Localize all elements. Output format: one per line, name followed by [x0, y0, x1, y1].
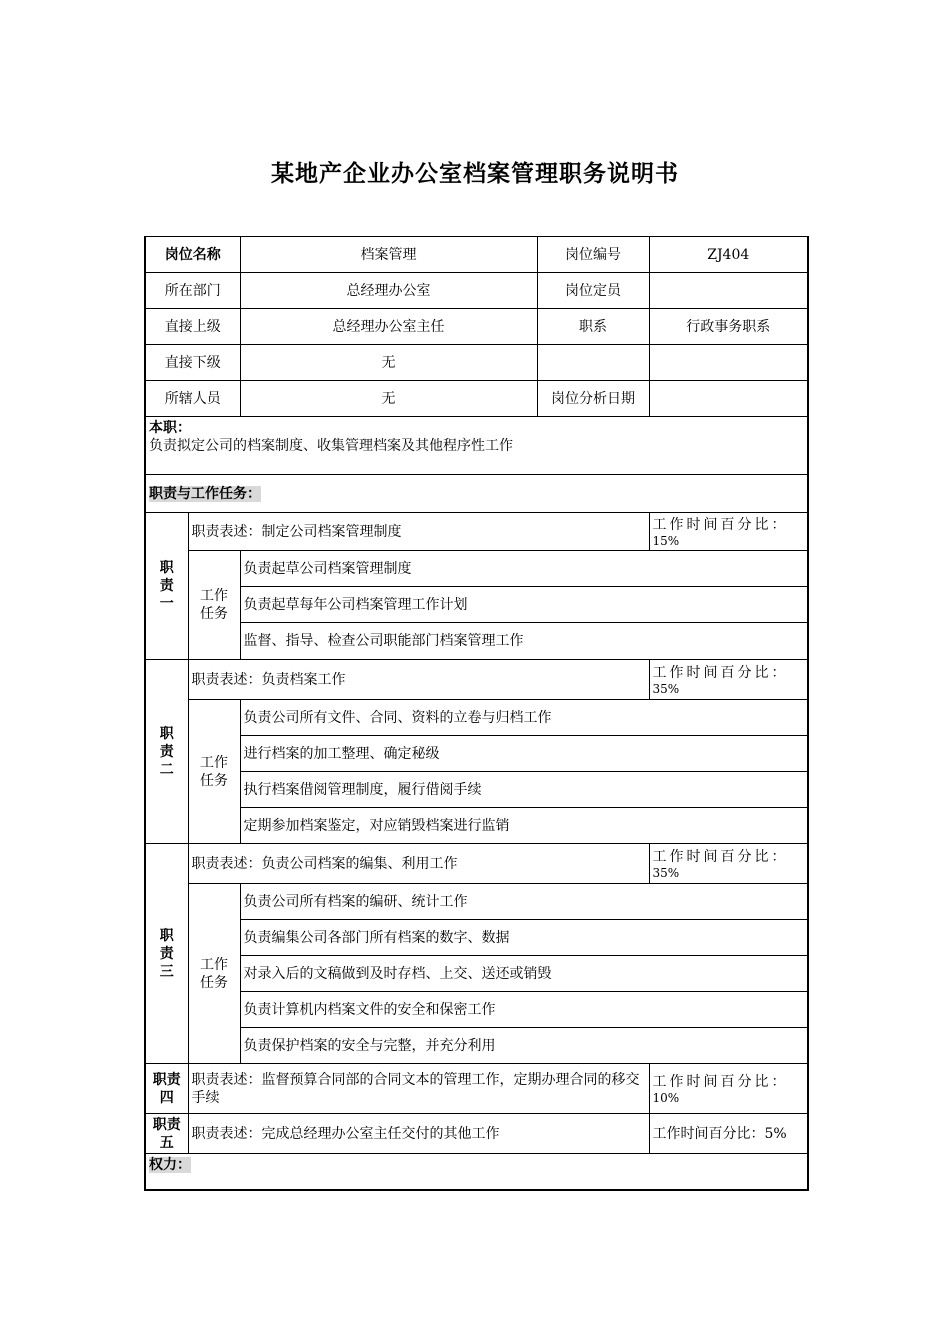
position-code-value: ZJ404 [649, 237, 808, 273]
duty-2-task-row [145, 736, 808, 772]
duty-1-tasks-label: 工作任务 [188, 551, 240, 660]
duty-4-label: 职责四 [145, 1064, 188, 1114]
duty-2-task-3: 执行档案借阅管理制度，履行借阅手续 [240, 772, 808, 808]
power-label: 权力： [149, 1157, 191, 1173]
analysis-date-label: 岗位分析日期 [537, 381, 649, 417]
duty-2-task-row [145, 700, 808, 736]
duty-3-task-row [145, 992, 808, 1028]
duty-1-desc-row [145, 513, 808, 551]
header-row-3 [145, 309, 808, 345]
duty-1-desc: 职责表述：制定公司档案管理制度 [188, 513, 649, 551]
duty-3-pct: 工作时间百分比： 35% [649, 844, 808, 884]
duty-1-task-1: 负责起草公司档案管理制度 [240, 551, 808, 587]
duty-5-desc: 职责表述：完成总经理办公室主任交付的其他工作 [188, 1114, 649, 1154]
duty-3-task-3: 对录入后的文稿做到及时存档、上交、送还或销毁 [240, 956, 808, 992]
duty-2-task-row [145, 808, 808, 844]
duty-3-label: 职责三 [145, 844, 188, 1064]
duty-2-task-4: 定期参加档案鉴定，对应销毁档案进行监销 [240, 808, 808, 844]
duty-2-task-2: 进行档案的加工整理、确定秘级 [240, 736, 808, 772]
headcount-label: 岗位定员 [537, 273, 649, 309]
duty-3-task-row [145, 1028, 808, 1064]
position-code-label: 岗位编号 [537, 237, 649, 273]
duty-3-task-row [145, 956, 808, 992]
duty-1-task-row [145, 587, 808, 623]
duty-3-task-row [145, 884, 808, 920]
duty-2-desc: 职责表述：负责档案工作 [188, 660, 649, 700]
duty-2-label: 职责二 [145, 660, 188, 844]
duty-2-task-1: 负责公司所有文件、合同、资料的立卷与归档工作 [240, 700, 808, 736]
duty-2-desc-row [145, 660, 808, 700]
duty-1-task-row [145, 551, 808, 587]
duty-4-desc: 职责表述：监督预算合同部的合同文本的管理工作，定期办理合同的移交手续 [188, 1064, 649, 1114]
headcount-value [649, 273, 808, 309]
department-value: 总经理办公室 [240, 273, 537, 309]
empty-label [537, 345, 649, 381]
duty-2-pct: 工作时间百分比： 35% [649, 660, 808, 700]
duties-section-label: 职责与工作任务： [149, 485, 261, 502]
duty-1-pct: 工作时间百分比： 15% [649, 513, 808, 551]
header-row-1 [145, 237, 808, 273]
position-name-value: 档案管理 [240, 237, 537, 273]
duty-1-task-3: 监督、指导、检查公司职能部门档案管理工作 [240, 623, 808, 660]
basic-duty-label: 本职： [149, 420, 191, 436]
duty-5-label: 职责五 [145, 1114, 188, 1154]
duty-3-task-4: 负责计算机内档案文件的安全和保密工作 [240, 992, 808, 1028]
header-row-2 [145, 273, 808, 309]
duty-1-task-row [145, 623, 808, 660]
duty-3-tasks-label: 工作任务 [188, 884, 240, 1064]
staff-value: 无 [240, 381, 537, 417]
duty-3-task-2: 负责编集公司各部门所有档案的数字、数据 [240, 920, 808, 956]
duty-3-task-5: 负责保护档案的安全与完整，并充分利用 [240, 1028, 808, 1064]
job-description-table [144, 236, 809, 1191]
position-name-label: 岗位名称 [145, 237, 240, 273]
duty-1-task-2: 负责起草每年公司档案管理工作计划 [240, 587, 808, 623]
duty-1-label: 职责一 [145, 513, 188, 660]
analysis-date-value [649, 381, 808, 417]
subordinate-label: 直接下级 [145, 345, 240, 381]
header-row-5 [145, 381, 808, 417]
duty-3-task-1: 负责公司所有档案的编研、统计工作 [240, 884, 808, 920]
subordinate-value: 无 [240, 345, 537, 381]
duty-5-row [145, 1114, 808, 1154]
basic-duty-row [145, 417, 808, 475]
job-family-label: 职系 [537, 309, 649, 345]
duty-4-pct: 工作时间百分比： 10% [649, 1064, 808, 1114]
duty-3-task-row [145, 920, 808, 956]
basic-duty-text: 负责拟定公司的档案制度、收集管理档案及其他程序性工作 [149, 438, 513, 454]
power-row [145, 1154, 808, 1190]
duty-3-desc-row [145, 844, 808, 884]
supervisor-label: 直接上级 [145, 309, 240, 345]
header-row-4 [145, 345, 808, 381]
duty-5-pct: 工作时间百分比：5% [649, 1114, 808, 1154]
duty-3-desc: 职责表述：负责公司档案的编集、利用工作 [188, 844, 649, 884]
job-family-value: 行政事务职系 [649, 309, 808, 345]
page-title: 某地产企业办公室档案管理职务说明书 [271, 161, 679, 187]
department-label: 所在部门 [145, 273, 240, 309]
supervisor-value: 总经理办公室主任 [240, 309, 537, 345]
staff-label: 所辖人员 [145, 381, 240, 417]
empty-value [649, 345, 808, 381]
duty-4-row [145, 1064, 808, 1114]
duties-section-row [145, 475, 808, 513]
duty-2-task-row [145, 772, 808, 808]
duty-2-tasks-label: 工作任务 [188, 700, 240, 844]
